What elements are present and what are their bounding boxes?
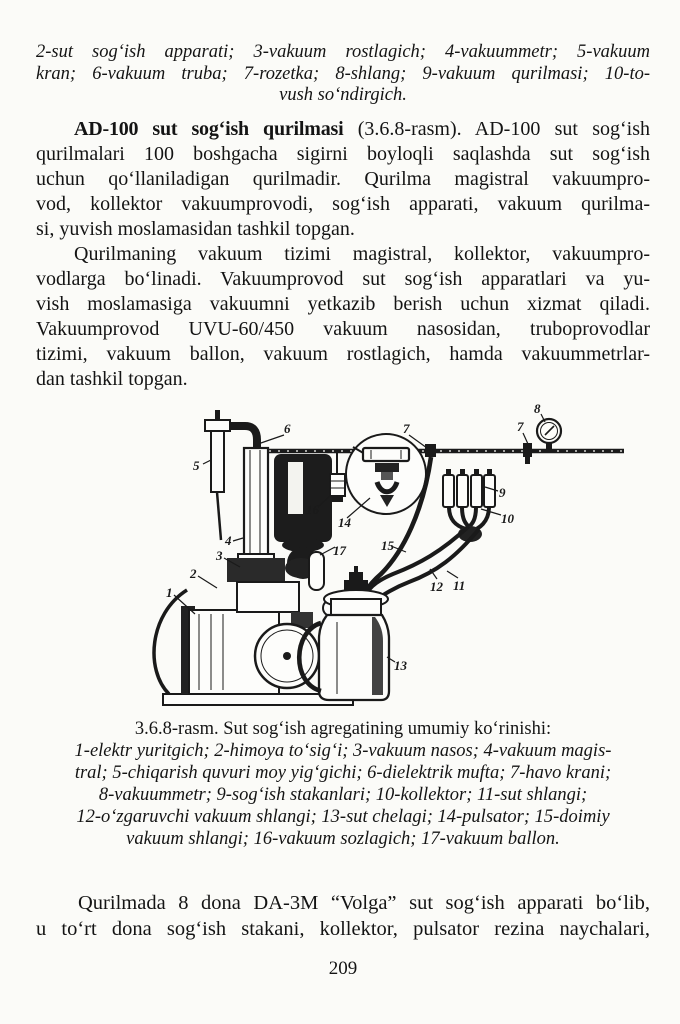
figure-callout: 3 [216, 547, 223, 563]
bold-lead-in: AD-100 sut sogʻish qurilmasi [74, 117, 344, 140]
paragraph-line: vish moslamasiga vakuumni yetkazib berish uchun xizmat qiladi. [36, 292, 650, 315]
paragraph-line: Qurilmaning vakuum tizimi magistral, kollektor, vakuumpro- [74, 242, 650, 265]
figure-legend [36, 740, 650, 850]
legend-line: tral; 5-chiqarish quvuri moy yigʻgichi; 6-dielektrik mufta; 7-havo krani; [74, 762, 612, 783]
caption-line: vush soʻndirgich. [279, 85, 407, 105]
figure-callout: 4 [225, 532, 232, 548]
previous-figure-caption [36, 42, 650, 107]
paragraph-line: si, yuvish moslamasidan tashkil topgan. [36, 217, 355, 240]
figure-callout: 13 [394, 657, 407, 673]
figure-callout: 17 [333, 542, 346, 558]
figure-pulsator-detail-circle [346, 434, 426, 514]
figure-air-valve-right [523, 443, 532, 464]
caption-line: kran; 6-vakuum truba; 7-rozetka; 8-shlang; 9-vakuum qurilmasi; 10-to- [36, 63, 650, 84]
figure-air-valve-left [425, 444, 436, 457]
figure-vacuum-gauge [537, 419, 561, 452]
figure-callout: 7 [403, 420, 410, 436]
paragraph-line: Vakuumprovod UVU-60/450 vakuum nasosidan, truboprovodlar [36, 317, 650, 340]
legend-line: 8-vakuummetr; 9-sogʻish stakanlari; 10-kollektor; 11-sut shlangi; [98, 784, 588, 805]
figure-callout: 2 [190, 565, 197, 581]
paragraph-line: u toʻrt dona sogʻish stakani, kollektor, pulsator rezina naychalari, [36, 917, 650, 940]
figure-callout: 15 [381, 537, 394, 553]
paragraph-line: uchun qoʻllaniladigan qurilmadir. Qurilma magistral vakuumpro- [36, 167, 650, 190]
figure-callout: 6 [284, 420, 291, 436]
paragraph-line [36, 117, 650, 142]
paragraph-line-rest: (3.6.8-rasm). AD-100 sut sogʻish [343, 117, 650, 140]
paragraph-line: vodlarga boʻlinadi. Vakuumprovod sut sogʻish apparatlari va yu- [36, 267, 650, 290]
figure-callout: 16 [306, 501, 319, 517]
figure-callout: 7 [517, 418, 524, 434]
figure-elbow-pipe [230, 426, 257, 450]
figure-exhaust-muffler [205, 410, 230, 540]
paragraph-line: vod, kollektor vakuumprovodi, sogʻish apparati, vakuum qurilma- [36, 192, 650, 215]
paragraph-line: dan tashkil topgan. [36, 367, 188, 390]
paragraph-ad100 [36, 117, 650, 242]
figure-callout: 10 [501, 510, 514, 526]
legend-line: 1-elektr yuritgich; 2-himoya toʻsigʻi; 3-vakuum nasos; 4-vakuum magis- [74, 740, 612, 761]
milking-unit-illustration [141, 402, 631, 712]
paragraph-line: Qurilmada 8 dona DA-3M “Volga” sut sogʻish apparati boʻlib, [78, 891, 650, 914]
paragraph-line: tizimi, vakuum ballon, vakuum rostlagich, hamda vakuummetrlar- [36, 342, 650, 365]
figure-callout: 11 [453, 577, 466, 593]
figure-vacuum-column [238, 448, 274, 564]
figure-callout: 1 [166, 584, 173, 600]
paragraph-line: qurilmalari 100 boshgacha sigirni boyloqli saqlashda sut sogʻish [36, 142, 650, 165]
legend-line: 12-oʻzgaruvchi vakuum shlangi; 13-sut chelagi; 14-pulsator; 15-doimiy [76, 806, 610, 827]
figure-vacuum-regulator [330, 453, 345, 502]
figure-caption: 3.6.8-rasm. Sut sogʻish agregatining umumiy koʻrinishi: [134, 718, 552, 739]
figure-teat-cups [443, 469, 495, 542]
figure-callout: 8 [534, 401, 541, 416]
figure-callout: 14 [338, 514, 351, 530]
page-number: 209 [328, 957, 358, 979]
figure-3-6-8 [36, 402, 650, 712]
figure-callout: 5 [193, 457, 200, 473]
figure-callout: 9 [499, 484, 506, 500]
paragraph-vacuum-system [36, 242, 650, 392]
caption-line: 2-sut sogʻish apparati; 3-vakuum rostlagich; 4-vakuummetr; 5-vakuum [36, 42, 650, 62]
paragraph-da3m [36, 890, 650, 942]
legend-line: vakuum shlangi; 16-vakuum sozlagich; 17-vakuum ballon. [126, 828, 560, 849]
figure-callout: 12 [430, 578, 443, 594]
